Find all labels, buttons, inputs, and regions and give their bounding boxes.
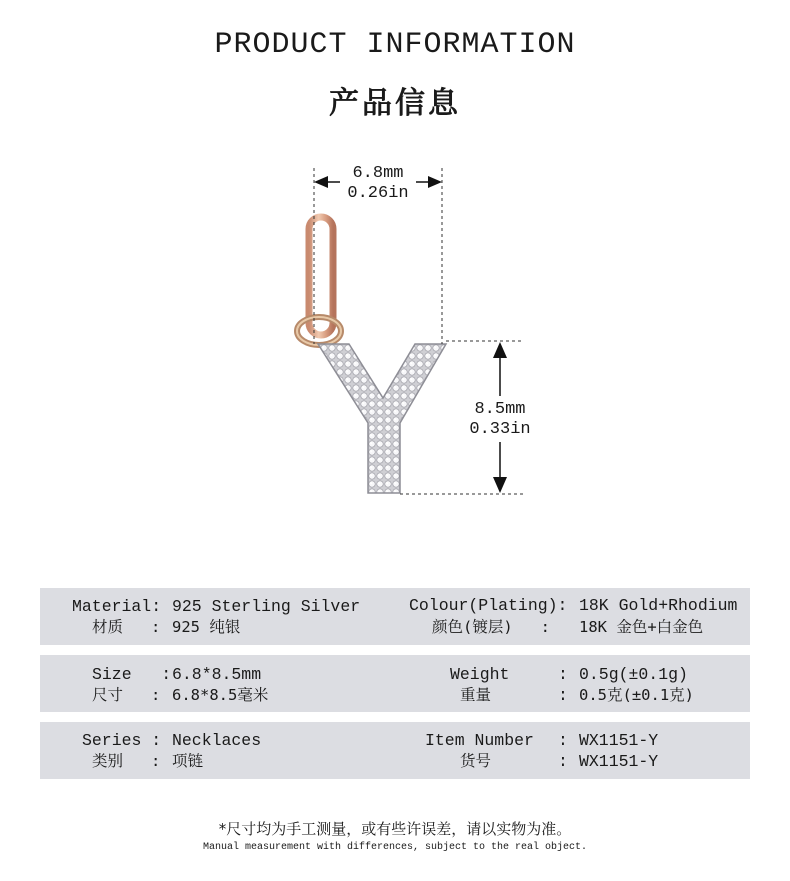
item-number-colon-cn: : — [558, 752, 568, 771]
height-mm: 8.5mm — [474, 400, 526, 419]
size-label-cn: 尺寸 : — [92, 686, 161, 704]
width-mm: 6.8mm — [352, 164, 404, 183]
colour-value-cn: 18K 金色+白金色 — [579, 618, 704, 636]
material-label-cn: 材质 : — [92, 618, 161, 636]
material-value-en: 925 Sterling Silver — [172, 597, 361, 616]
series-value-en: Necklaces — [172, 731, 262, 750]
height-label — [440, 400, 560, 440]
weight-colon-en: : — [558, 665, 568, 684]
series-label-en: Series : — [82, 731, 162, 750]
page-title-cn: 产品信息 — [329, 86, 461, 121]
size-label-en: Size : — [92, 665, 172, 684]
footnote-cn: *尺寸均为手工测量，或有些许误差，请以实物为准。 — [218, 820, 572, 838]
page-title-en: PRODUCT INFORMATION — [214, 28, 576, 62]
footnote-en: Manual measurement with differences, subject to the real object. — [202, 842, 588, 853]
item-number-value-en: WX1151-Y — [579, 731, 659, 750]
spec-row-material — [40, 588, 750, 645]
series-label-cn: 类别 : — [92, 752, 161, 770]
item-number-colon-en: : — [558, 731, 568, 750]
colour-value-en: 18K Gold+Rhodium — [579, 596, 738, 615]
spec-row-size — [40, 655, 750, 712]
y-pendant — [318, 344, 446, 493]
weight-value-en: 0.5g(±0.1g) — [579, 665, 688, 684]
material-label-en: Material: — [72, 597, 162, 616]
width-in: 0.26in — [347, 184, 409, 203]
width-label — [314, 164, 442, 204]
size-value-cn: 6.8*8.5毫米 — [172, 686, 269, 704]
colour-label-en: Colour(Plating): — [409, 596, 568, 615]
spec-row-series — [40, 722, 750, 779]
size-value-en: 6.8*8.5mm — [172, 665, 262, 684]
item-number-value-cn: WX1151-Y — [579, 752, 659, 771]
material-value-cn: 925 纯银 — [172, 618, 241, 636]
item-number-label-en: Item Number — [425, 731, 534, 750]
weight-colon-cn: : — [558, 686, 568, 705]
weight-label-cn: 重量 — [460, 686, 492, 704]
item-number-label-cn: 货号 — [460, 752, 492, 770]
gold-bail — [297, 217, 341, 345]
series-value-cn: 项链 — [172, 752, 204, 770]
weight-label-en: Weight — [450, 665, 510, 684]
height-in: 0.33in — [469, 420, 531, 439]
weight-value-cn: 0.5克(±0.1克) — [579, 686, 694, 704]
colour-label-cn: 颜色(镀层) : — [432, 618, 550, 636]
